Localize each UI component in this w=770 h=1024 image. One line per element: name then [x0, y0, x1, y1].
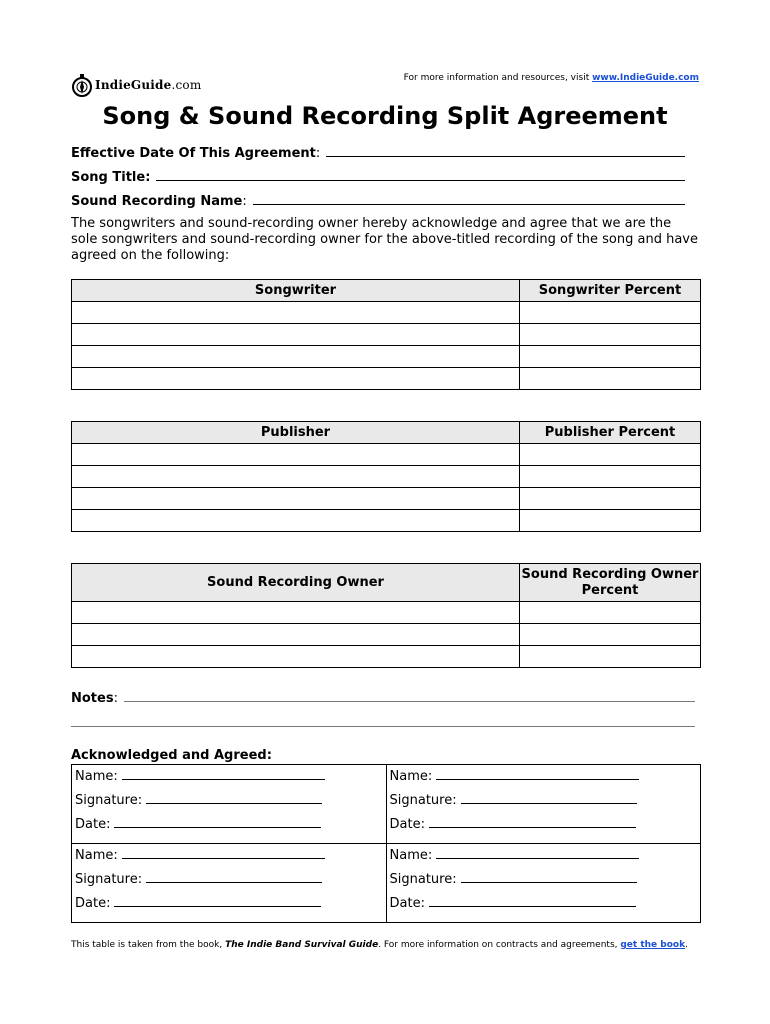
date-label: Date:: [389, 896, 425, 911]
effective-date-label: Effective Date Of This Agreement: [71, 146, 316, 161]
song-title-input[interactable]: [156, 169, 685, 181]
signature-input[interactable]: [461, 792, 637, 804]
notes-input-line-2[interactable]: [71, 726, 695, 727]
table-cell[interactable]: [520, 444, 701, 466]
sound-recording-name-field: Sound Recording Name :: [71, 193, 685, 209]
table-row: [72, 302, 701, 324]
footer-note: This table is taken from the book, The Indie Band Survival Guide. For more information on contracts and agreements, get the book.: [71, 940, 688, 950]
table-cell[interactable]: [72, 444, 520, 466]
signature-block: [72, 844, 387, 923]
table-cell[interactable]: [72, 488, 520, 510]
indieguide-link[interactable]: www.IndieGuide.com: [592, 73, 699, 83]
table-cell[interactable]: [520, 466, 701, 488]
date-label: Date:: [75, 896, 111, 911]
logo-text-suffix: .com: [171, 78, 202, 92]
table-cell[interactable]: [520, 346, 701, 368]
songwriter-table: [71, 279, 701, 390]
logo-text-bold: IndieGuide: [95, 78, 172, 92]
song-title-label: Song Title:: [71, 170, 151, 185]
date-input[interactable]: [429, 895, 636, 907]
effective-date-field: Effective Date Of This Agreement :: [71, 145, 685, 161]
compass-icon: [71, 70, 93, 100]
table-cell[interactable]: [72, 368, 520, 390]
name-label: Name:: [75, 848, 118, 863]
owner-percent-header: Sound Recording Owner Percent: [520, 564, 701, 602]
name-input[interactable]: [122, 768, 325, 780]
get-the-book-link[interactable]: get the book: [620, 940, 686, 950]
table-cell[interactable]: [72, 324, 520, 346]
date-label: Date:: [75, 817, 111, 832]
table-cell[interactable]: [520, 510, 701, 532]
signature-block: [72, 765, 387, 844]
songwriter-header: Songwriter: [72, 280, 520, 302]
signature-input[interactable]: [146, 871, 322, 883]
table-cell[interactable]: [72, 624, 520, 646]
owner-header: Sound Recording Owner: [72, 564, 520, 602]
name-label: Name:: [389, 848, 433, 863]
name-input[interactable]: [436, 768, 639, 780]
name-input[interactable]: [436, 847, 639, 859]
notes-input[interactable]: [124, 690, 695, 702]
notes-field: Notes :: [71, 690, 695, 706]
table-cell[interactable]: [72, 510, 520, 532]
name-label: Name:: [75, 769, 118, 784]
intro-paragraph: The songwriters and sound-recording owner hereby acknowledge and agree that we are the sole songwriters and sound-recording owner for the above-titled recording of the song and have agreed on the following:: [71, 216, 698, 263]
date-input[interactable]: [429, 816, 636, 828]
table-cell[interactable]: [520, 488, 701, 510]
table-cell[interactable]: [520, 646, 701, 668]
date-label: Date:: [389, 817, 425, 832]
table-cell[interactable]: [520, 602, 701, 624]
header-info: For more information and resources, visit www.IndieGuide.com: [403, 73, 699, 83]
song-title-field: [71, 169, 685, 185]
date-input[interactable]: [114, 816, 321, 828]
table-cell[interactable]: [72, 302, 520, 324]
signature-block: [386, 765, 701, 844]
sound-recording-name-input[interactable]: [253, 193, 685, 205]
songwriter-percent-header: Songwriter Percent: [520, 280, 701, 302]
publisher-table: [71, 421, 701, 532]
table-cell[interactable]: [520, 624, 701, 646]
table-cell[interactable]: [72, 346, 520, 368]
signature-label: Signature:: [75, 793, 143, 808]
notes-label: Notes: [71, 691, 114, 706]
table-row: [72, 510, 701, 532]
signature-input[interactable]: [461, 871, 637, 883]
page-title: Song & Sound Recording Split Agreement: [102, 102, 668, 130]
owner-table: [71, 563, 701, 668]
table-row: [72, 368, 701, 390]
effective-date-input[interactable]: [326, 145, 685, 157]
table-row: [72, 466, 701, 488]
table-row: [72, 346, 701, 368]
publisher-header: Publisher: [72, 422, 520, 444]
table-row: [72, 602, 701, 624]
table-cell[interactable]: [72, 646, 520, 668]
table-cell[interactable]: [520, 368, 701, 390]
name-input[interactable]: [122, 847, 325, 859]
table-row: [72, 488, 701, 510]
acknowledged-title: Acknowledged and Agreed:: [71, 748, 272, 763]
table-cell[interactable]: [72, 602, 520, 624]
signature-row: [72, 844, 701, 923]
table-cell[interactable]: [72, 466, 520, 488]
signature-label: Signature:: [389, 872, 457, 887]
indieguide-logo: [71, 70, 201, 100]
table-row: [72, 324, 701, 346]
table-cell[interactable]: [520, 324, 701, 346]
date-input[interactable]: [114, 895, 321, 907]
table-row: [72, 646, 701, 668]
publisher-percent-header: Publisher Percent: [520, 422, 701, 444]
book-title: The Indie Band Survival Guide: [225, 940, 379, 950]
table-row: [72, 444, 701, 466]
signature-table: [71, 764, 701, 923]
signature-label: Signature:: [389, 793, 457, 808]
table-cell[interactable]: [520, 302, 701, 324]
table-row: [72, 624, 701, 646]
sound-recording-name-label: Sound Recording Name: [71, 194, 243, 209]
name-label: Name:: [389, 769, 433, 784]
signature-block: [386, 844, 701, 923]
signature-label: Signature:: [75, 872, 143, 887]
signature-input[interactable]: [146, 792, 322, 804]
signature-row: [72, 765, 701, 844]
